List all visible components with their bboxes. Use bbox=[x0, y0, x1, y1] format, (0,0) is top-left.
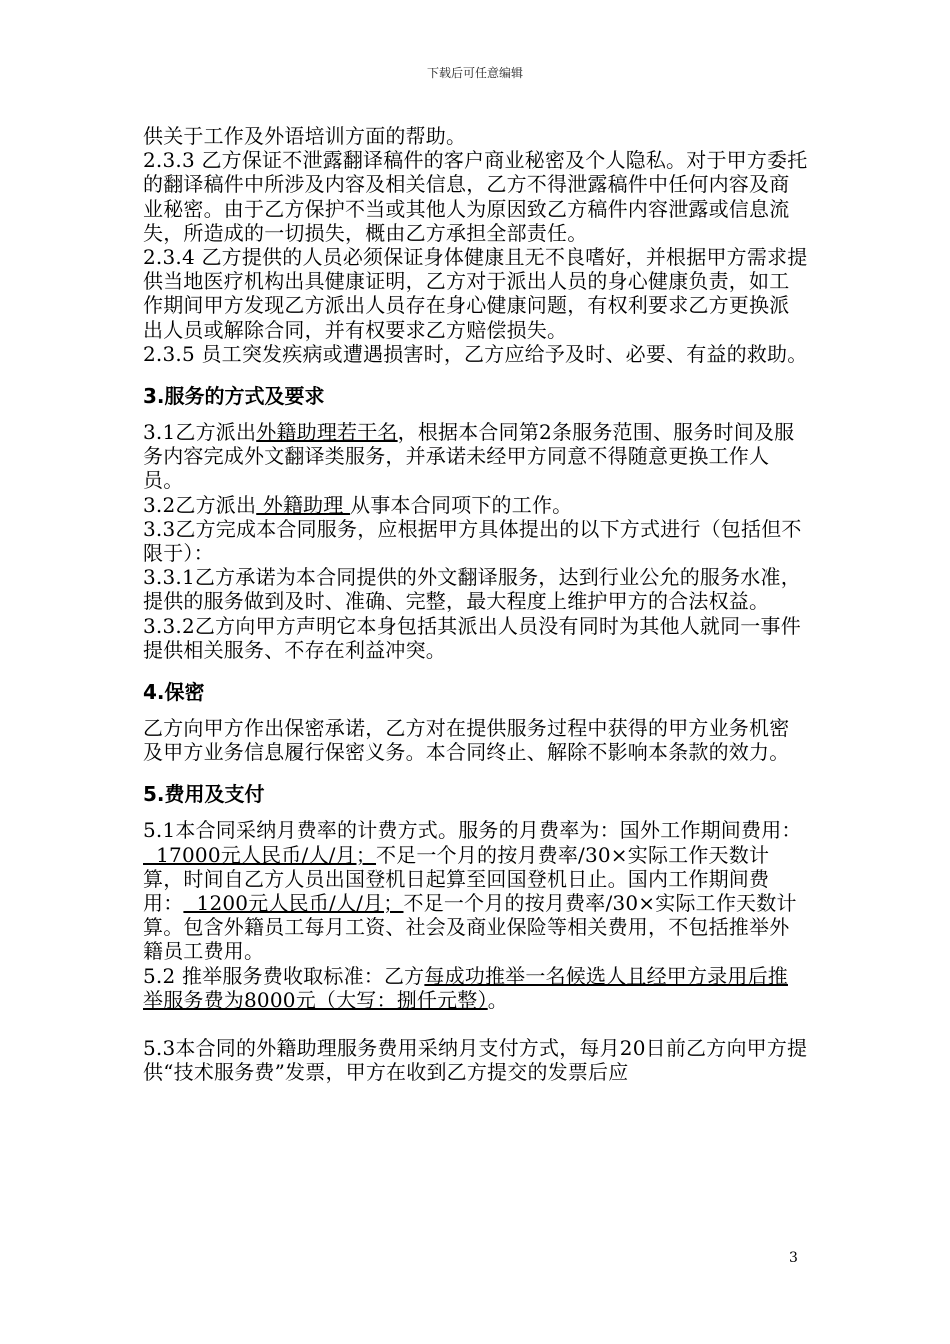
clause-3-2-suffix: 从事本合同项下的工作。 bbox=[350, 492, 573, 517]
recommendation-fee: 每成功推举一名候选人且经甲方录用后推举服务费为8000元（大写：捌仟元整） bbox=[143, 963, 788, 1012]
clause-5-1-part-a: 5.1本合同采纳月费率的计费方式。服务的月费率为：国外工作期间费用： bbox=[143, 818, 802, 843]
blank-line bbox=[143, 1012, 808, 1036]
section-4-heading: 4.保密 bbox=[143, 680, 205, 705]
clause-3-3-1: 3.3.1乙方承诺为本合同提供的外文翻译服务，达到行业公允的服务水准，提供的服务做到及时、准确、完整，最大程度上维护甲方的合法权益。 bbox=[143, 565, 801, 614]
clause-5-3: 5.3本合同的外籍助理服务费用采纳月支付方式，每月20日前乙方向甲方提供“技术服务费”发票，甲方在收到乙方提交的发票后应 bbox=[143, 1036, 808, 1085]
clause-5-2-prefix: 5.2 推举服务费收取标准：乙方 bbox=[143, 963, 425, 988]
section-4-paragraph: 乙方向甲方作出保密承诺，乙方对在提供服务过程中获得的甲方业务机密及甲方业务信息履行保密义务。本合同终止、解除不影响本条款的效力。 bbox=[143, 716, 790, 765]
clause-2-3-5: 2.3.5 员工突发疾病或遭遇损害时，乙方应给予及时、必要、有益的救助。 bbox=[143, 341, 808, 366]
clause-5-1-part-c: 不足一个月的按月费率/30×实际工作天数计算。包含外籍员工每月工资、社会及商业保险等相关费用，不包括推举外籍员工费用。 bbox=[143, 891, 797, 964]
clause-3-1-prefix: 3.1乙方派出 bbox=[143, 420, 257, 445]
page-number: 3 bbox=[789, 1250, 798, 1266]
clause-2-3-3: 2.3.3 乙方保证不泄露翻译稿件的客户商业秘密及个人隐私。对于甲方委托的翻译稿件中所涉及内容及相关信息，乙方不得泄露稿件中任何内容及商业秘密。由于乙方保护不当或其他人为原因致乙方稿件内容泄露或信息流失，所造成的一切损失，概由乙方承担全部责任。 bbox=[143, 148, 808, 245]
overseas-fee: 17000元人民币/人/月； bbox=[143, 842, 377, 867]
domestic-fee: 1200元人民币/人/月； bbox=[183, 891, 404, 916]
paragraph: 供关于工作及外语培训方面的帮助。 bbox=[143, 124, 467, 148]
clause-3-1-underlined: 外籍助理若干名 bbox=[256, 420, 398, 445]
clause-5-1-part-b: 不足一个月的按月费率/30×实际工作天数计算，时间自乙方人员出国登机日起算至回国登机日止。国内工作期间费用： bbox=[143, 842, 770, 916]
clause-5-2 bbox=[143, 964, 808, 1012]
clause-3-1 bbox=[143, 420, 808, 493]
clause-5-2-suffix: 。 bbox=[487, 987, 508, 1012]
page-header: 下载后可任意编辑 bbox=[426, 66, 523, 80]
clause-3-2 bbox=[143, 493, 808, 517]
document-body bbox=[143, 124, 808, 1085]
clause-3-3: 3.3乙方完成本合同服务，应根据甲方具体提出的以下方式进行（包括但不限于）： bbox=[143, 516, 802, 566]
clause-2-3-4: 2.3.4 乙方提供的人员必须保证身体健康且无不良嗜好，并根据甲方需求提供当地医疗机构出具健康证明，乙方对于派出人员的身心健康负责，如工作期间甲方发现乙方派出人员存在身心健康问题，有权利要求乙方更换派出人员或解除合同，并有权要求乙方赔偿损失。 bbox=[143, 245, 808, 342]
clause-5-1 bbox=[143, 818, 808, 963]
clause-3-3-2: 3.3.2乙方向甲方声明它本身包括其派出人员没有同时为其他人就同一事件提供相关服务、不存在利益冲突。 bbox=[143, 613, 801, 662]
clause-3-2-underlined: 外籍助理 bbox=[256, 492, 351, 517]
clause-3-1-suffix: ，根据本合同第2条服务范围、服务时间及服务内容完成外文翻译类服务，并承诺未经甲方同意不得随意更换工作人员。 bbox=[143, 420, 795, 493]
section-3-heading: 3.服务的方式及要求 bbox=[143, 384, 325, 409]
clause-3-2-prefix: 3.2乙方派出 bbox=[143, 492, 257, 517]
section-5-heading: 5.费用及支付 bbox=[143, 782, 265, 807]
